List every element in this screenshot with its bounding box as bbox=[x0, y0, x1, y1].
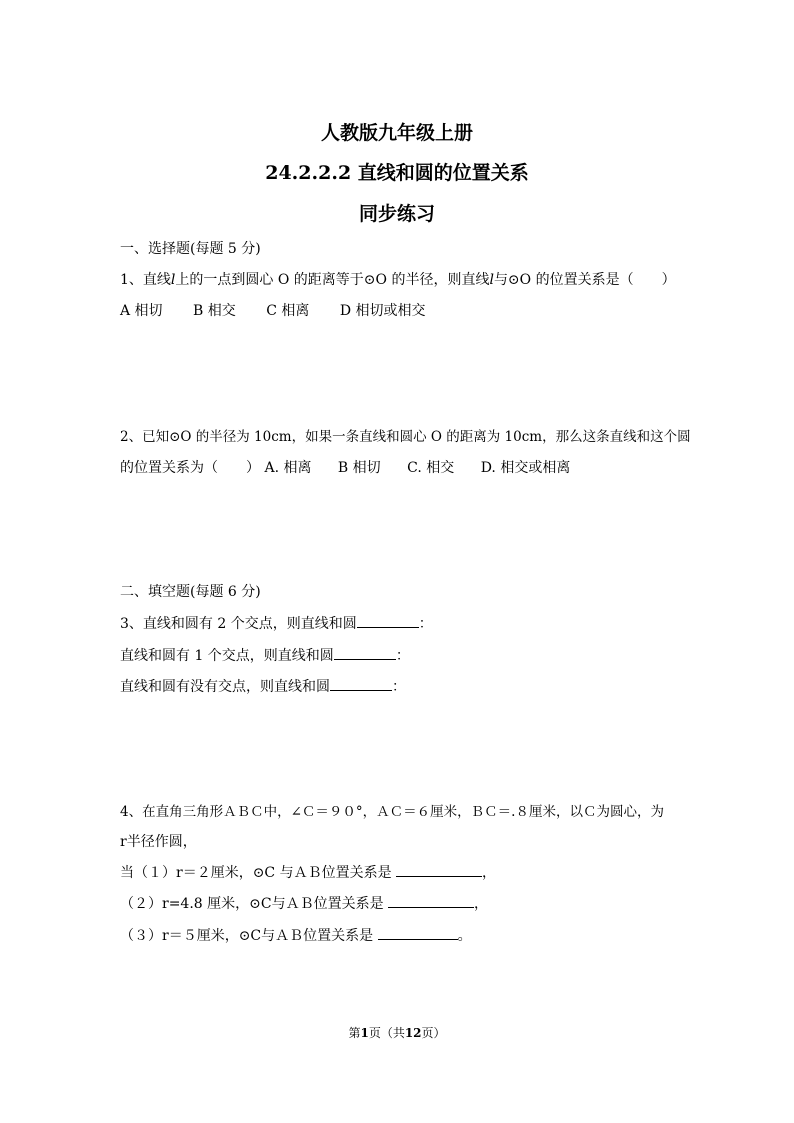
question-2-line-2 bbox=[120, 457, 592, 477]
q3-text-3: 直线和圆有没有交点，则直线和圆 bbox=[120, 679, 330, 695]
question-2-line-1: 2、已知⊙O 的半径为 10cm，如果一条直线和圆心 O 的距离为 10cm，那么这条直线和这个圆 bbox=[120, 429, 691, 445]
section-heading-choice: 一、选择题(每题 5 分) bbox=[120, 241, 261, 257]
question-3-line-3 bbox=[120, 676, 406, 696]
q4-end-5: 。 bbox=[457, 928, 472, 944]
doc-title-textbook: 人教版九年级上册 bbox=[320, 122, 473, 144]
q4-blank-2 bbox=[388, 893, 474, 908]
question-4-line-2: r半径作圆， bbox=[120, 834, 197, 850]
q2-option-d: D. 相交或相离 bbox=[480, 460, 571, 476]
q4-blank-1 bbox=[396, 862, 482, 877]
q2-option-a: A. 相离 bbox=[264, 460, 312, 476]
q2-prefix: 的位置关系为（ ） bbox=[120, 460, 260, 476]
doc-title-lesson: 24.2.2.2 直线和圆的位置关系 bbox=[265, 162, 529, 184]
q3-suffix-3: ： bbox=[392, 679, 406, 695]
q3-suffix-2: ： bbox=[395, 648, 410, 664]
q4-text-4: （２）r=4.8 厘米，⊙C与ＡＢ位置关系是 bbox=[120, 896, 384, 912]
q2-option-c: C. 相交 bbox=[407, 460, 455, 476]
footer-total-pages: 12 bbox=[404, 1026, 422, 1040]
q1-text-a: 1、直线 bbox=[120, 272, 171, 288]
q1-option-d: D 相切或相交 bbox=[339, 303, 426, 319]
q4-blank-3 bbox=[378, 925, 458, 940]
q3-text-1: 3、直线和圆有 2 个交点，则直线和圆 bbox=[120, 616, 357, 632]
q3-blank-3 bbox=[330, 676, 392, 691]
q3-text-2: 直线和圆有 1 个交点，则直线和圆 bbox=[120, 648, 334, 664]
page-footer bbox=[0, 1024, 794, 1041]
q2-option-b: B 相切 bbox=[337, 460, 381, 476]
question-3-line-1 bbox=[120, 613, 433, 633]
question-4-line-3 bbox=[120, 862, 496, 882]
footer-page-number: 1 bbox=[360, 1026, 369, 1040]
q4-text-3: 当（１）r＝２厘米，⊙C 与ＡＢ位置关系是 bbox=[120, 865, 392, 881]
q1-option-b: B 相交 bbox=[193, 303, 236, 319]
question-3-line-2 bbox=[120, 645, 410, 665]
section-heading-fill: 二、填空题(每题 6 分) bbox=[120, 584, 261, 600]
q1-var-l-2: l bbox=[489, 272, 494, 288]
q3-blank-1 bbox=[357, 613, 419, 628]
q1-option-a: A 相切 bbox=[120, 303, 163, 319]
q3-blank-2 bbox=[334, 645, 396, 660]
q1-option-c: C 相离 bbox=[266, 303, 310, 319]
question-4-line-1: 4、在直角三角形ＡＢＣ中，∠Ｃ＝９０°，ＡＣ＝６厘米，ＢＣ＝.８厘米，以Ｃ为圆心，为 bbox=[120, 804, 664, 820]
question-1-text bbox=[120, 269, 676, 289]
question-1-options bbox=[120, 300, 452, 320]
q1-text-b: 上的一点到圆心 O 的距离等于⊙O 的半径，则直线 bbox=[175, 272, 490, 288]
q1-text-c: 与⊙O 的位置关系是（ ） bbox=[493, 272, 676, 288]
question-4-line-5 bbox=[120, 925, 472, 945]
footer-text-c: 页） bbox=[421, 1026, 446, 1040]
doc-title-practice: 同步练习 bbox=[358, 203, 435, 225]
footer-text-b: 页（共 bbox=[368, 1026, 405, 1040]
question-4-line-4 bbox=[120, 893, 488, 913]
q4-text-5: （３）r＝５厘米，⊙C与ＡＢ位置关系是 bbox=[120, 928, 374, 944]
q4-end-3: ， bbox=[482, 865, 497, 881]
q4-end-4: ， bbox=[474, 896, 489, 912]
q1-var-l: l bbox=[170, 272, 176, 288]
q3-suffix-1: ： bbox=[418, 616, 433, 632]
footer-text-a: 第 bbox=[348, 1026, 361, 1040]
